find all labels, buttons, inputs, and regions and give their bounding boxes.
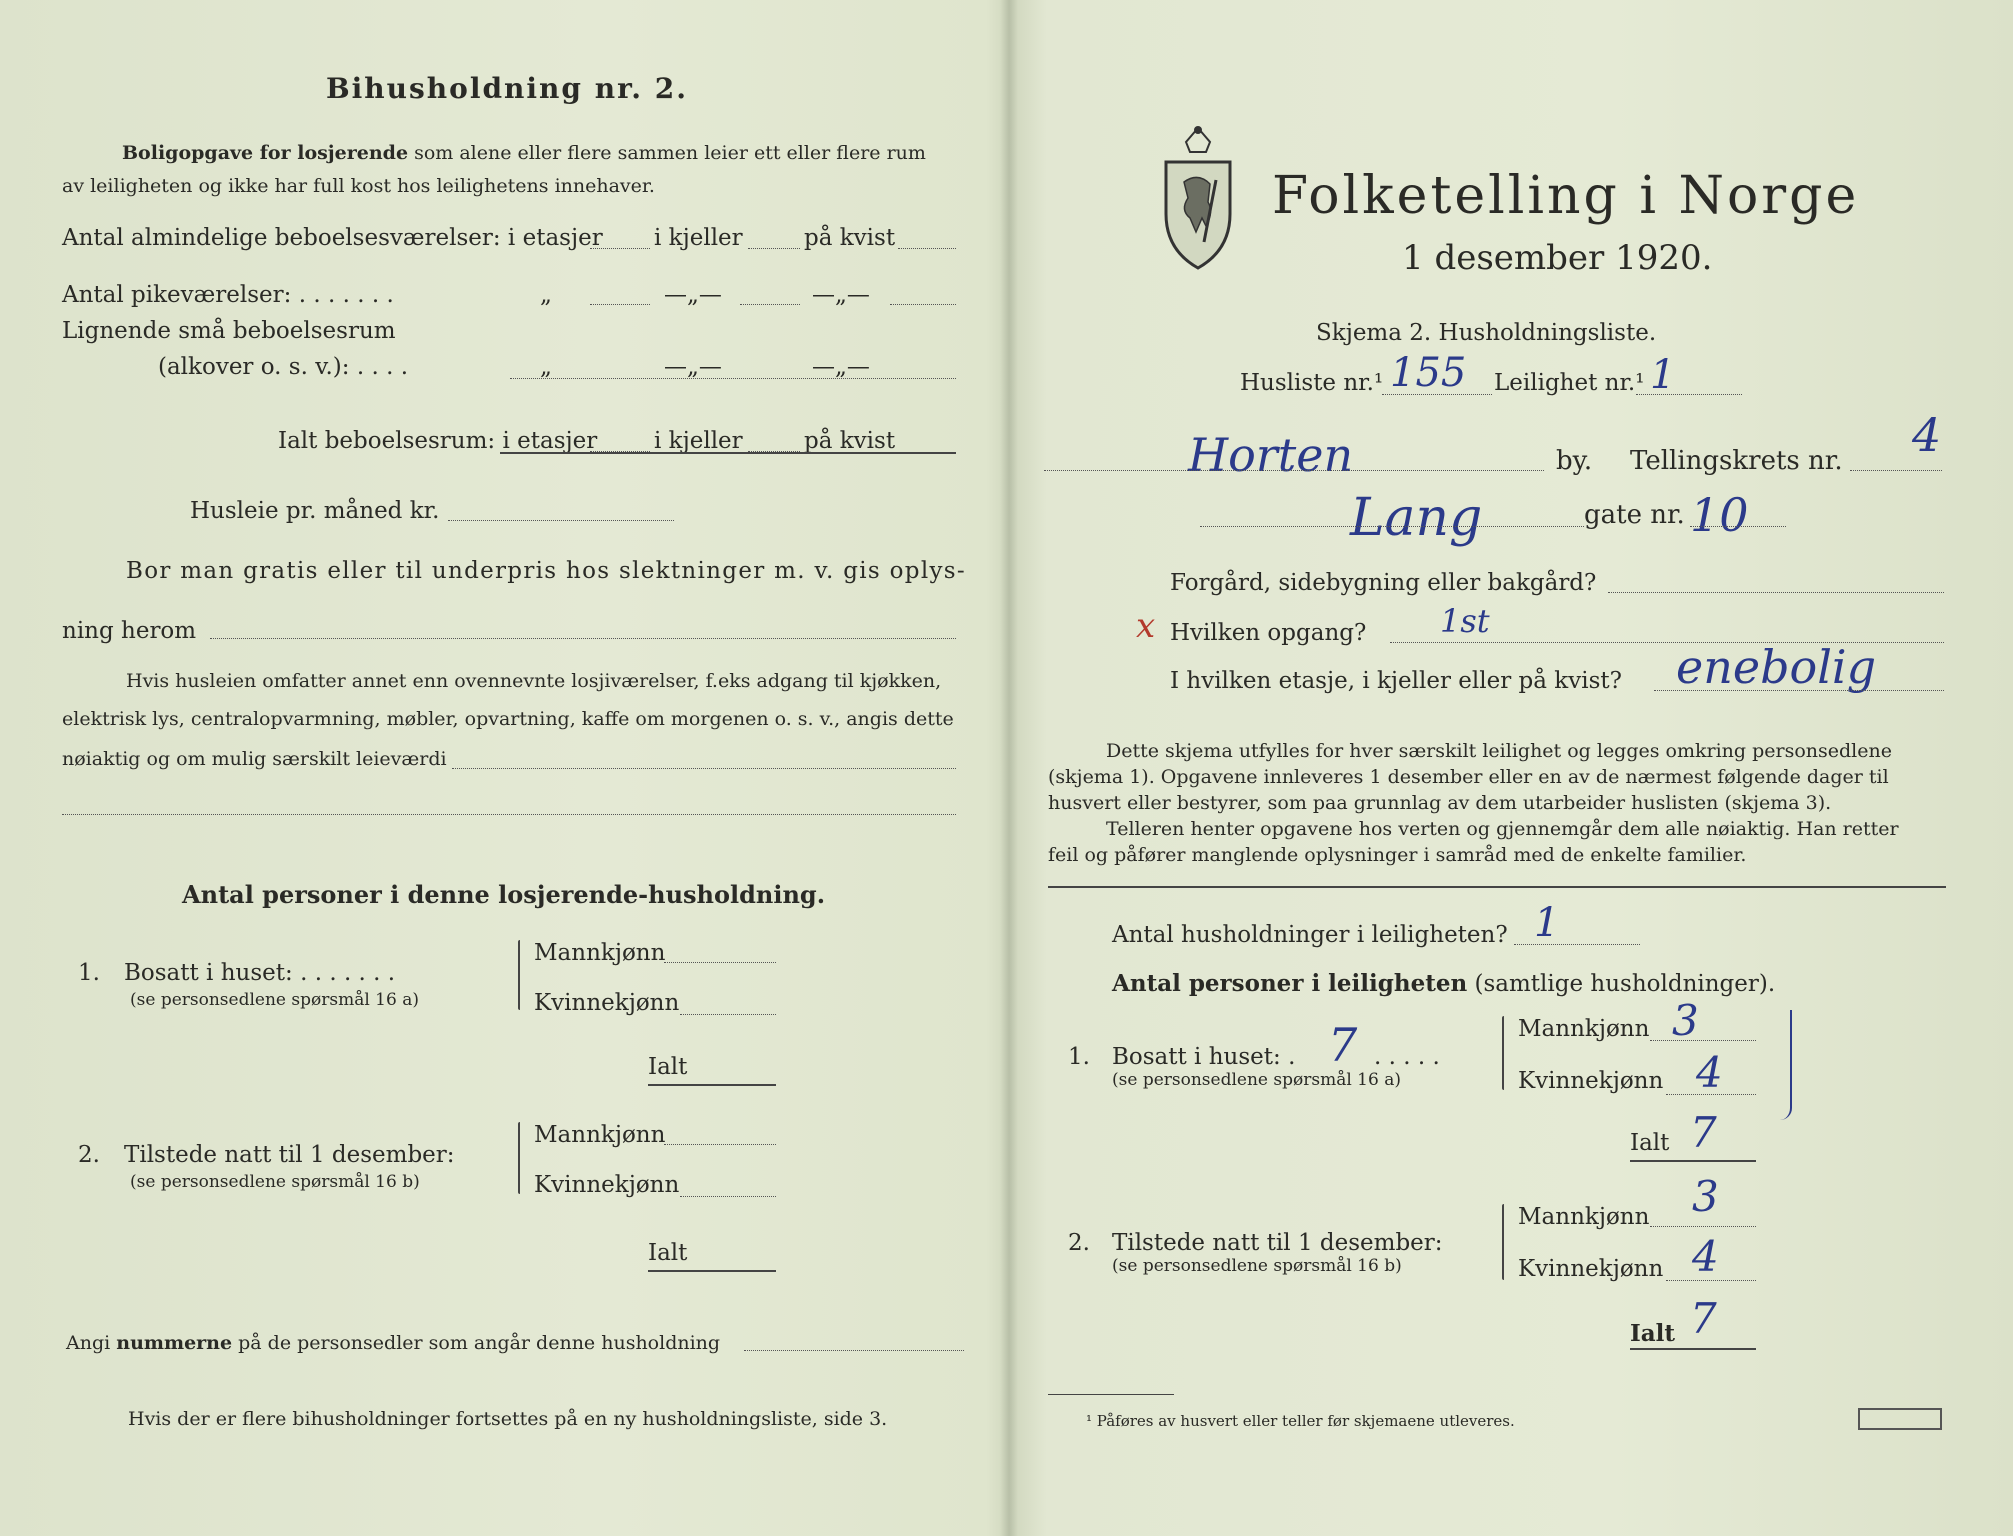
right-date: 1 desember 1920. [1402, 238, 1713, 278]
norway-coat-of-arms-icon [1158, 122, 1238, 272]
left-title: Bihusholdning nr. 2. [326, 72, 688, 105]
q2-ialt-value: 7 [1690, 1294, 1717, 1343]
left-q1-label: Bosatt i huset: . . . . . . . [124, 960, 396, 986]
rooms-kjeller-field [748, 248, 800, 249]
lignende-label-2: (alkover o. s. v.): . . . . [158, 354, 409, 380]
census-form-page: Bihusholdning nr. 2. Boligopgave for losjerende som alene eller flere sammen leier ett eller flere rum av leiligheten og ikke har full kost hos leilighetens innehaver. Antal almindelige beboelsesværelser: i etasjer i kjeller på kvist Antal pikeværelser: . . . . . . . „ —„— —„— Lignende små beboelsesrum (alkover o. s. v.): . . . . „ —„— —„— Ialt beboelsesrum: i etasjer i kjeller på kvist Husleie pr. måned kr. Bor man gratis eller til underpris hos slektninger m. v. gis oplys- ning herom Hvis husleien omfatter annet enn ovennevnte losjiværelser, f.eks adgang til kjøkken, elektrisk lys, centralopvarmning, møbler, opvartning, kaffe om morgenen o. s. v., angis dette nøiaktig og om mulig særskilt leieværdi Antal personer i denne losjerende-husholdning. 1. Bosatt i huset: . . . . . . . (se personsedlene spørsmål 16 a) Mannkjønn Kvinnekjønn Ialt 2. Tilstede natt til 1 desember: (se personsedlene spørsmål 16 b) Mannkjønn Kvinnekjønn Ialt Angi nummerne på de personsedler som angår denne husholdning Hvis der er flere bihusholdninger fortsettes på en ny husholdningsliste, side 3. Folketelling i Norge 1 desember 1920. Skjema 2. Husholdningsliste. Husliste nr.¹ 155 Leilighet nr.¹ 1 Horten by. Tellingskrets nr. 4 Lang gate nr. 10 Forgård, sidebygning eller bakgård? x Hvilken opgang? 1st I hvilken etasje, i kjeller eller på kvist? enebolig Dette skjema utfylles for hver særskilt leilighet og legges omkring personsedlene (skjema 1). Opgavene innleveres 1 desember eller en av de nærmest følgende dager til husvert eller bestyrer, som paa grunnlag av dem utarbeider huslisten (skjema 3). Telleren henter opgavene hos verten og gjennemgår dem alle nøiaktig. Han retter feil og påfører manglende oplysninger i samråd med de enkelte familier. Antal husholdninger i leiligheten? 1 Antal personer i leiligheten (samtlige husholdninger). 1. Bosatt i huset: . 7 . . . . . (se personsedlene spørsmål 16 a) Mannkjønn 3 Kvinnekjønn 4 Ialt 7 2. Tilstede natt til 1 desember: (se personsedlene spørsmål 16 b) Mannkjønn 3 Kvinnekjønn 4 Ialt 7 ¹ Påføres av husvert eller teller før skjemaene utleveres. [0, 0, 2013, 1536]
left-q2-label: Tilstede natt til 1 desember: [124, 1142, 455, 1168]
rooms-label: Antal almindelige beboelsesværelser: i etasjer [62, 225, 603, 251]
rooms-kvist-field [898, 248, 956, 249]
q1-ialt-value: 7 [1690, 1108, 1717, 1157]
intro-line-2: av leiligheten og ikke har full kost hos leilighetens innehaver. [62, 175, 655, 197]
etasje-question: I hvilken etasje, i kjeller eller på kvist? [1170, 668, 1622, 694]
q1-mann-value: 3 [1672, 996, 1699, 1045]
red-x-mark: x [1136, 606, 1156, 646]
instruction-line-5: feil og påfører manglende oplysninger i samråd med de enkelte familier. [1048, 844, 1747, 866]
q2-mann-value: 3 [1692, 1172, 1719, 1221]
q1-kvinne-value: 4 [1696, 1048, 1723, 1097]
leilighet-label: Leilighet nr.¹ [1494, 370, 1645, 396]
gate-label: gate nr. [1584, 500, 1685, 530]
hvis-line-1: Hvis husleien omfatter annet enn ovennevnte losjiværelser, f.eks adgang til kjøkken, [126, 670, 942, 692]
footnote: ¹ Påføres av husvert eller teller før skjemaene utleveres. [1086, 1412, 1515, 1430]
instruction-line-2: (skjema 1). Opgavene innleveres 1 desember eller en av de nærmest følgende dager til [1048, 766, 1889, 788]
q2-kvinne-value: 4 [1692, 1232, 1719, 1281]
right-title: Folketelling i Norge [1272, 166, 1860, 226]
husholdninger-question: Antal husholdninger i leiligheten? [1112, 922, 1508, 948]
etasje-value: enebolig [1676, 640, 1877, 694]
tellingskrets-label: Tellingskrets nr. [1630, 446, 1843, 476]
page-fold [1000, 0, 1018, 1536]
lignende-label-1: Lignende små beboelsesrum [62, 318, 396, 344]
husliste-label: Husliste nr.¹ [1240, 370, 1384, 396]
right-q1-label: Bosatt i huset: . [1112, 1044, 1296, 1070]
tally-mark [1772, 1010, 1792, 1120]
bor-line-1: Bor man gratis eller til underpris hos slektninger m. v. gis oplys- [126, 558, 966, 584]
husliste-value: 155 [1390, 350, 1467, 396]
gate-value: Lang [1350, 488, 1483, 548]
right-q2-label: Tilstede natt til 1 desember: [1112, 1230, 1443, 1256]
intro-line-1: Boligopgave for losjerende som alene eller flere sammen leier ett eller flere rum [122, 142, 926, 164]
bor-field [210, 638, 956, 639]
angi-line: Angi nummerne på de personsedler som angår denne husholdning [66, 1332, 721, 1354]
hvis-line-3: nøiaktig og om mulig særskilt leieværdi [62, 748, 447, 770]
opgang-question: Hvilken opgang? [1170, 620, 1367, 646]
by-label: by. [1556, 446, 1593, 476]
skjema-label: Skjema 2. Husholdningsliste. [1316, 320, 1657, 346]
left-footer: Hvis der er flere bihusholdninger fortsettes på en ny husholdningsliste, side 3. [128, 1408, 888, 1430]
bor-line-2: ning herom [62, 618, 197, 644]
q1-bosatt-value: 7 [1328, 1018, 1358, 1072]
forgard-question: Forgård, sidebygning eller bakgård? [1170, 570, 1597, 596]
printer-mark [1858, 1408, 1942, 1430]
by-value: Horten [1188, 428, 1354, 482]
right-antal-heading: Antal personer i leiligheten (samtlige husholdninger). [1112, 970, 1776, 997]
tellingskrets-value: 4 [1912, 408, 1942, 462]
ialt-beboelsesrum-label: Ialt beboelsesrum: i etasjer [278, 428, 598, 454]
leilighet-value: 1 [1650, 352, 1676, 398]
rooms-etasjer-field [590, 248, 650, 249]
instruction-line-1: Dette skjema utfylles for hver særskilt leilighet og legges omkring personsedlene [1106, 740, 1892, 762]
gate-nr-value: 10 [1690, 488, 1749, 542]
husholdninger-value: 1 [1534, 900, 1560, 946]
husleie-label: Husleie pr. måned kr. [190, 498, 440, 524]
left-antal-heading: Antal personer i denne losjerende-husholdning. [182, 880, 826, 909]
husleie-field [448, 520, 674, 521]
instruction-line-4: Telleren henter opgavene hos verten og gjennemgår dem alle nøiaktig. Han retter [1106, 818, 1899, 840]
hvis-line-2: elektrisk lys, centralopvarmning, møbler, opvartning, kaffe om morgenen o. s. v., angis dette [62, 708, 954, 730]
opgang-value: 1st [1440, 602, 1490, 640]
pike-label: Antal pikeværelser: . . . . . . . [62, 282, 394, 308]
instruction-line-3: husvert eller bestyrer, som paa grunnlag av dem utarbeider huslisten (skjema 3). [1048, 792, 1832, 814]
